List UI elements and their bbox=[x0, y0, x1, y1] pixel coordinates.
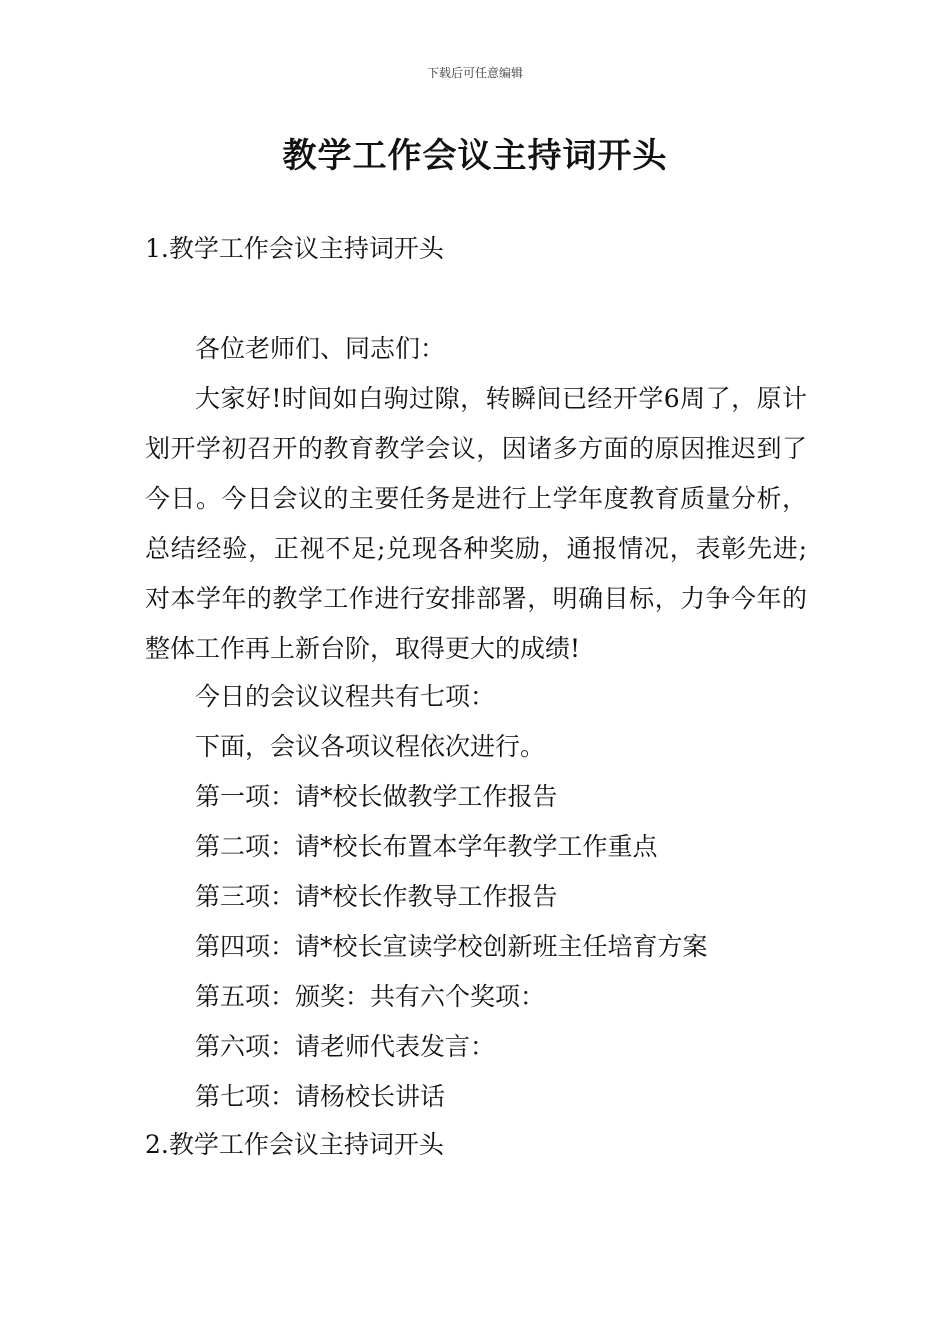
body-paragraph: 大家好!时间如白驹过隙，转瞬间已经开学6周了，原计划开学初召开的教育教学会议，因诸多方面的原因推迟到了今日。今日会议的主要任务是进行上学年度教育质量分析，总结经验，正视不足;兑现各种奖励，通报情况，表彰先进;对本学年的教学工作进行安排部署，明确目标，力争今年的整体工作再上新台阶，取得更大的成绩! bbox=[145, 384, 807, 663]
agenda-item-4: 第四项：请*校长宣读学校创新班主任培育方案 bbox=[195, 932, 708, 961]
agenda-intro: 今日的会议议程共有七项： bbox=[195, 682, 496, 711]
agenda-item-1: 第一项：请*校长做教学工作报告 bbox=[195, 782, 558, 811]
agenda-list bbox=[145, 672, 807, 1122]
agenda-item-2: 第二项：请*校长布置本学年教学工作重点 bbox=[195, 832, 658, 861]
agenda-item-5: 第五项：颁奖：共有六个奖项： bbox=[195, 982, 546, 1011]
greeting-paragraph: 各位老师们、同志们： bbox=[195, 334, 446, 363]
agenda-item-3: 第三项：请*校长作教导工作报告 bbox=[195, 882, 558, 911]
agenda-item-6: 第六项：请老师代表发言： bbox=[195, 1032, 496, 1061]
document-title: 教学工作会议主持词开头 bbox=[282, 136, 668, 176]
agenda-proceed: 下面，会议各项议程依次进行。 bbox=[195, 732, 546, 761]
section-heading-2: 2.教学工作会议主持词开头 bbox=[145, 1130, 444, 1159]
agenda-item-7: 第七项：请杨校长讲话 bbox=[195, 1082, 446, 1111]
section-heading-1: 1.教学工作会议主持词开头 bbox=[145, 234, 444, 263]
header-note: 下载后可任意编辑 bbox=[426, 66, 523, 80]
